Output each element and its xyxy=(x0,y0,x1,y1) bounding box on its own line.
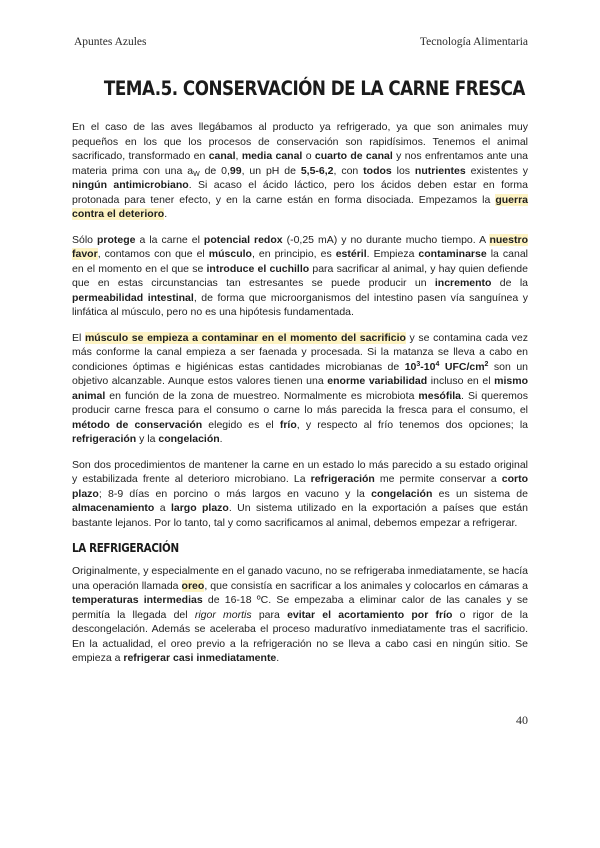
page-number: 40 xyxy=(516,713,528,727)
paragraph-intro: En el caso de las aves llegábamos al producto ya refrigerado, ya que son animales muy pequeños en los que los procesos de conservación son rapidísimos. Tenemos el animal sacrificado, transformado en canal, media canal o cuarto de canal y nos enfrentamos ante una materia prima con una $a_W$ de 0,99, un pH de 5,5-6,2, con todos los nutrientes existentes y ningún antimicrobiano. Si acaso el ácido láctico, pero los ácidos deben estar en forma protonada para tener efecto, y en la carne están en forma disociada. Empezamos la guerra contra el deterioro. xyxy=(72,121,528,220)
highlight-guerra: guerra contra el deterioro xyxy=(72,193,528,220)
highlight-oreo: oreo xyxy=(181,579,205,592)
highlight-musculo: músculo se empieza a contaminar en el momento del sacrificio xyxy=(84,331,406,344)
page-title: TEMA.5. CONSERVACIÓN DE LA CARNE FRESCA xyxy=(103,77,525,100)
paragraph-proteccion: Sólo protege a la carne el potencial redox (-0,25 mA) y no durante mucho tiempo. A nuestro favor, contamos con que el músculo, en principio, es estéril. Empieza contaminarse la canal en el momento en el que se introduce el cuchillo para sacrificar al animal, y hay quien defiende que en estas circunstancias tan estresantes se puede producir un incremento de la permeabilidad intestinal, de forma que microorganismos del intestino pasen vía sanguínea y linfática al músculo, pero no es una hipótesis fundamentada. xyxy=(72,233,528,318)
paragraph-oreo: Originalmente, y especialmente en el ganado vacuno, no se refrigeraba inmediatamente, se hacía una operación llamada oreo, que consistía en sacrificar a los animales y colocarlos en cámaras a temperaturas intermedias de 16-18 ºC. Se empezaba a eliminar calor de las canales y se permitía la llegada del rigor mortis para evitar el acortamiento por frío o rigor de la descongelación. Además se aceleraba el proceso maduratívo inmediatamente tras el sacrificio. En la actualidad, el oreo previo a la refrigeración no se lleva a cabo casi en ningún sitio. Se empieza a refrigerar casi inmediatamente. xyxy=(72,565,528,664)
document-body xyxy=(72,120,528,677)
header-left: Apuntes Azules xyxy=(74,36,147,48)
header-right: Tecnología Alimentaria xyxy=(419,36,528,48)
paragraph-contaminacion: El músculo se empieza a contaminar en el momento del sacrificio y se contamina cada vez más conforme la canal empieza a ser faenada y procesada. Si la matanza se lleva a cabo en condiciones óptimas e higiénicas estas cantidades microbianas de $10^3-10^4$ UFC/$cm^2$ son un objetivo alcanzable. Aunque estos valores tienen una enorme variabilidad incluso en el mismo animal en función de la zona de muestreo. Normalmente es microbiota mesófila. Si queremos producir carne fresca para el consumo o carne lo más parecida la fresca para el consumo, el método de conservación elegido es el frío, y respecto al frío tenemos dos opciones; la refrigeración y la congelación. xyxy=(72,331,529,445)
paragraph-procedimientos: Son dos procedimientos de mantener la carne en un estado lo más parecido a su estado original y estabilizada frente al deterioro microbiano. La refrigeración me permite conservar a corto plazo; 8-9 días en porcino o más largos en vacuno y la congelación es un sistema de almacenamiento a largo plazo. Un sistema utilizado en la exportación a países que están bastante lejanos. Por lo tanto, tal y como sacrificamos al animal, debemos empezar a refrigerar. xyxy=(72,458,528,529)
section-heading-refrigeracion: LA REFRIGERACIÓN xyxy=(72,541,179,555)
highlight-nuestro-favor: nuestro favor xyxy=(72,233,528,260)
